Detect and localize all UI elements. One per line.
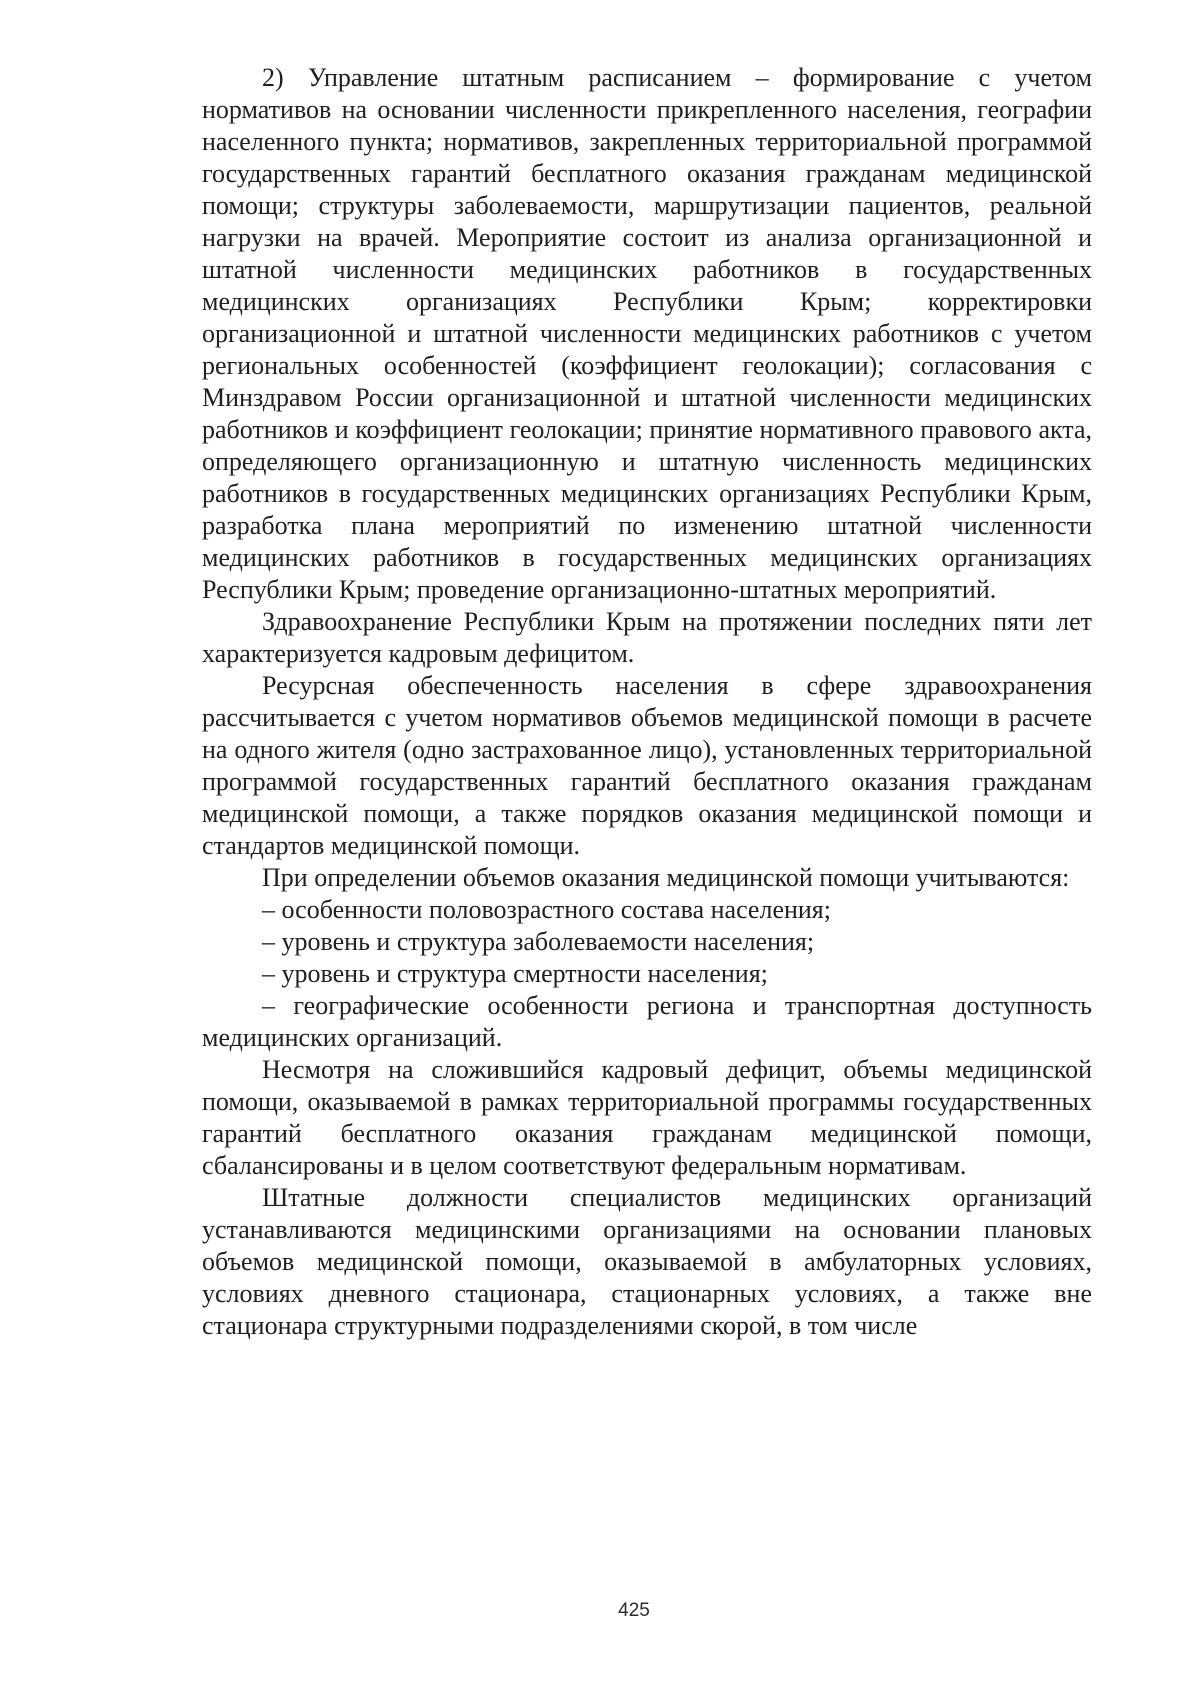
list-item-age-sex: – особенности половозрастного состава населения; xyxy=(262,895,831,924)
paragraph-resource-provision: Ресурсная обеспеченность населения в сфере здравоохранения рассчитывается с учетом нормативов объемов медицинской помощи в расчете на одного жителя (одно застрахованное лицо), установленных территориальной программой государственных гарантий бесплатного оказания гражданам медицинской помощи, а также порядков оказания медицинской помощи и стандартов медицинской помощи. xyxy=(202,671,1092,860)
paragraph-balanced-volumes: Несмотря на сложившийся кадровый дефицит, объемы медицинской помощи, оказываемой в рамках территориальной программы государственных гарантий бесплатного оказания гражданам медицинской помощи, сбалансированы и в целом соответствуют федеральным нормативам. xyxy=(202,1055,1092,1180)
list-item-morbidity: – уровень и структура заболеваемости населения; xyxy=(262,927,815,956)
paragraph-staff-shortage: Здравоохранение Республики Крым на протяжении последних пяти лет характеризуется кадровым дефицитом. xyxy=(202,607,1092,668)
list-item-mortality: – уровень и структура смертности населения; xyxy=(262,959,768,988)
document-body xyxy=(202,62,1092,1342)
paragraph-staff-positions: Штатные должности специалистов медицинских организаций устанавливаются медицинскими организациями на основании плановых объемов медицинской помощи, оказываемой в амбулаторных условиях, условиях дневного стационара, стационарных условиях, а также вне стационара структурными подразделениями скорой, в том числе xyxy=(202,1183,1092,1340)
paragraph-volume-determination: При определении объемов оказания медицинской помощи учитываются: xyxy=(262,863,1070,892)
list-item-geography: – географические особенности региона и транспортная доступность медицинских организаций. xyxy=(202,991,1092,1052)
paragraph-staffing-management: 2) Управление штатным расписанием – формирование с учетом нормативов на основании численности прикрепленного населения, географии населенного пункта; нормативов, закрепленных территориальной программой государственных гарантий бесплатного оказания гражданам медицинской помощи; структуры заболеваемости, маршрутизации пациентов, реальной нагрузки на врачей. Мероприятие состоит из анализа организационной и штатной численности медицинских работников в государственных медицинских организациях Республики Крым; корректировки организационной и штатной численности медицинских работников с учетом региональных особенностей (коэффициент геолокации); согласования с Минздравом России организационной и штатной численности медицинских работников и коэффициент геолокации; принятие нормативного правового акта, определяющего организационную и штатную численность медицинских работников в государственных медицинских организациях Республики Крым, разработка плана мероприятий по изменению штатной численности медицинских работников в государственных медицинских организациях Республики Крым; проведение организационно-штатных мероприятий. xyxy=(202,63,1092,604)
page-number: 425 xyxy=(618,1600,650,1621)
